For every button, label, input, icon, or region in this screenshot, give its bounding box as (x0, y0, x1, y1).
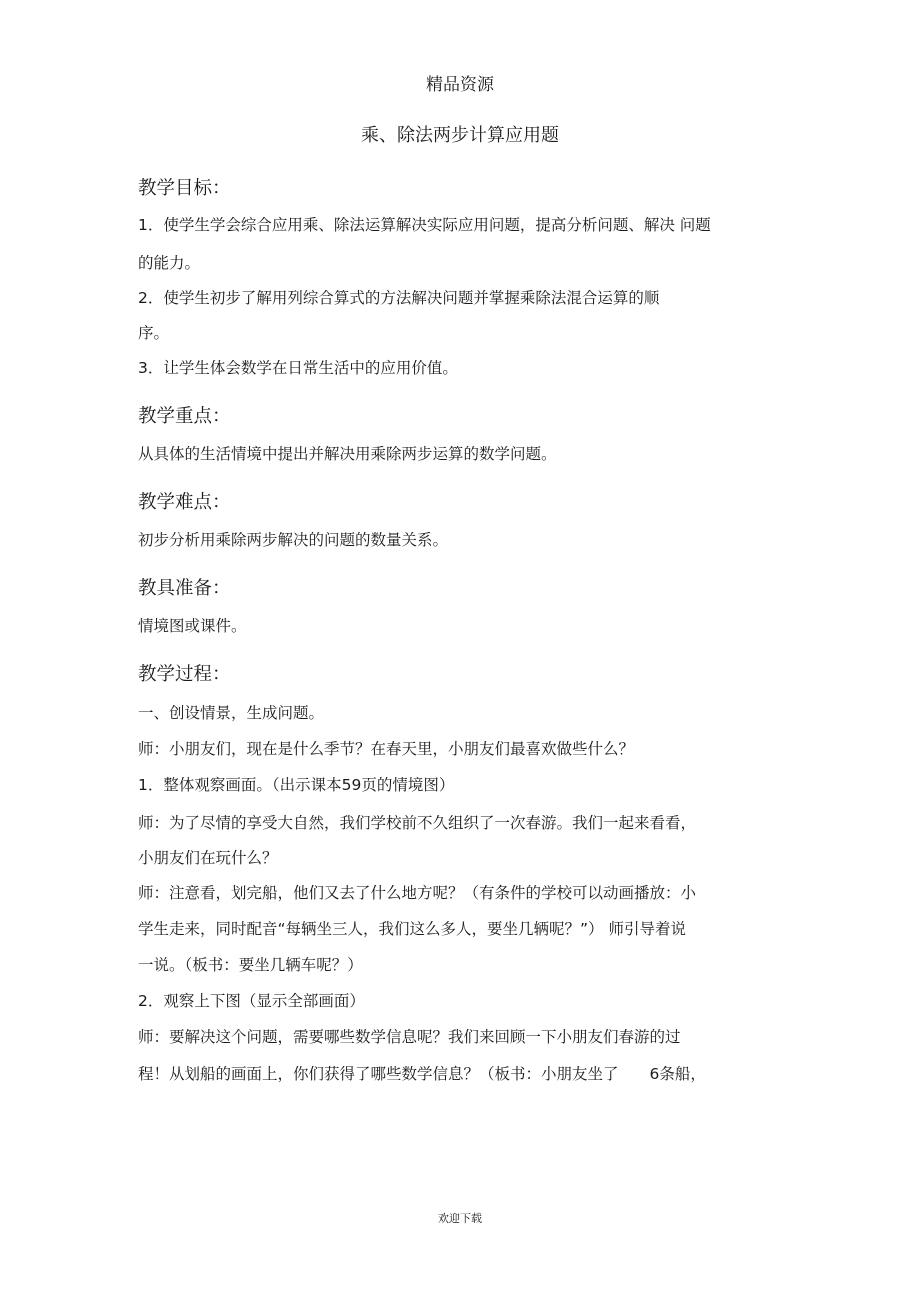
page-footer: 欢迎下载 (438, 1212, 482, 1225)
document-title: 乘、除法两步计算应用题 (361, 125, 559, 146)
key-points-heading: 教学重点： (138, 406, 231, 427)
process-line: 小朋友们在玩什么？ (138, 849, 278, 867)
process-line: 师：为了尽情的享受大自然，我们学校前不久组织了一次春游。我们一起来看看， (138, 814, 697, 832)
goal-2-line-2: 序。 (138, 324, 170, 342)
process-heading: 教学过程： (138, 664, 231, 685)
materials-text: 情境图或课件。 (138, 617, 247, 635)
process-line: 师：注意看，划完船，他们又去了什么地方呢？（有条件的学校可以动画播放：小 (138, 884, 697, 902)
process-line: 程！从划船的画面上，你们获得了哪些数学信息？（板书：小朋友坐了 6条船， (138, 1065, 706, 1083)
materials-heading: 教具准备： (138, 578, 231, 599)
process-line: 1．整体观察画面。（出示课本59页的情境图） (138, 776, 455, 794)
process-line: 学生走来，同时配音“每辆坐三人，我们这么多人，要坐几辆呢？”） 师引导着说 (138, 920, 686, 938)
page-header: 精品资源 (426, 75, 494, 95)
goals-heading: 教学目标： (138, 178, 231, 199)
goal-3: 3．让学生体会数学在日常生活中的应用价值。 (138, 359, 458, 377)
process-line: 师：小朋友们，现在是什么季节？在春天里，小朋友们最喜欢做些什么？ (138, 740, 635, 758)
goal-2-line-1: 2．使学生初步了解用列综合算式的方法解决问题并掌握乘除法混合运算的顺 (138, 289, 660, 307)
difficulties-heading: 教学难点： (138, 492, 231, 513)
difficulties-text: 初步分析用乘除两步解决的问题的数量关系。 (138, 531, 449, 549)
goal-1-line-1: 1．使学生学会综合应用乘、除法运算解决实际应用问题，提高分析问题、解决 问题 (138, 216, 711, 234)
goal-1-line-2: 的能力。 (138, 254, 201, 272)
process-line: 师：要解决这个问题，需要哪些数学信息呢？我们来回顾一下小朋友们春游的过 (138, 1028, 681, 1046)
process-line: 一、创设情景，生成问题。 (138, 704, 325, 722)
process-line: 一说。（板书：要坐几辆车呢？） (138, 956, 363, 974)
process-line: 2．观察上下图（显示全部画面） (138, 992, 365, 1010)
key-points-text: 从具体的生活情境中提出并解决用乘除两步运算的数学问题。 (138, 445, 557, 463)
